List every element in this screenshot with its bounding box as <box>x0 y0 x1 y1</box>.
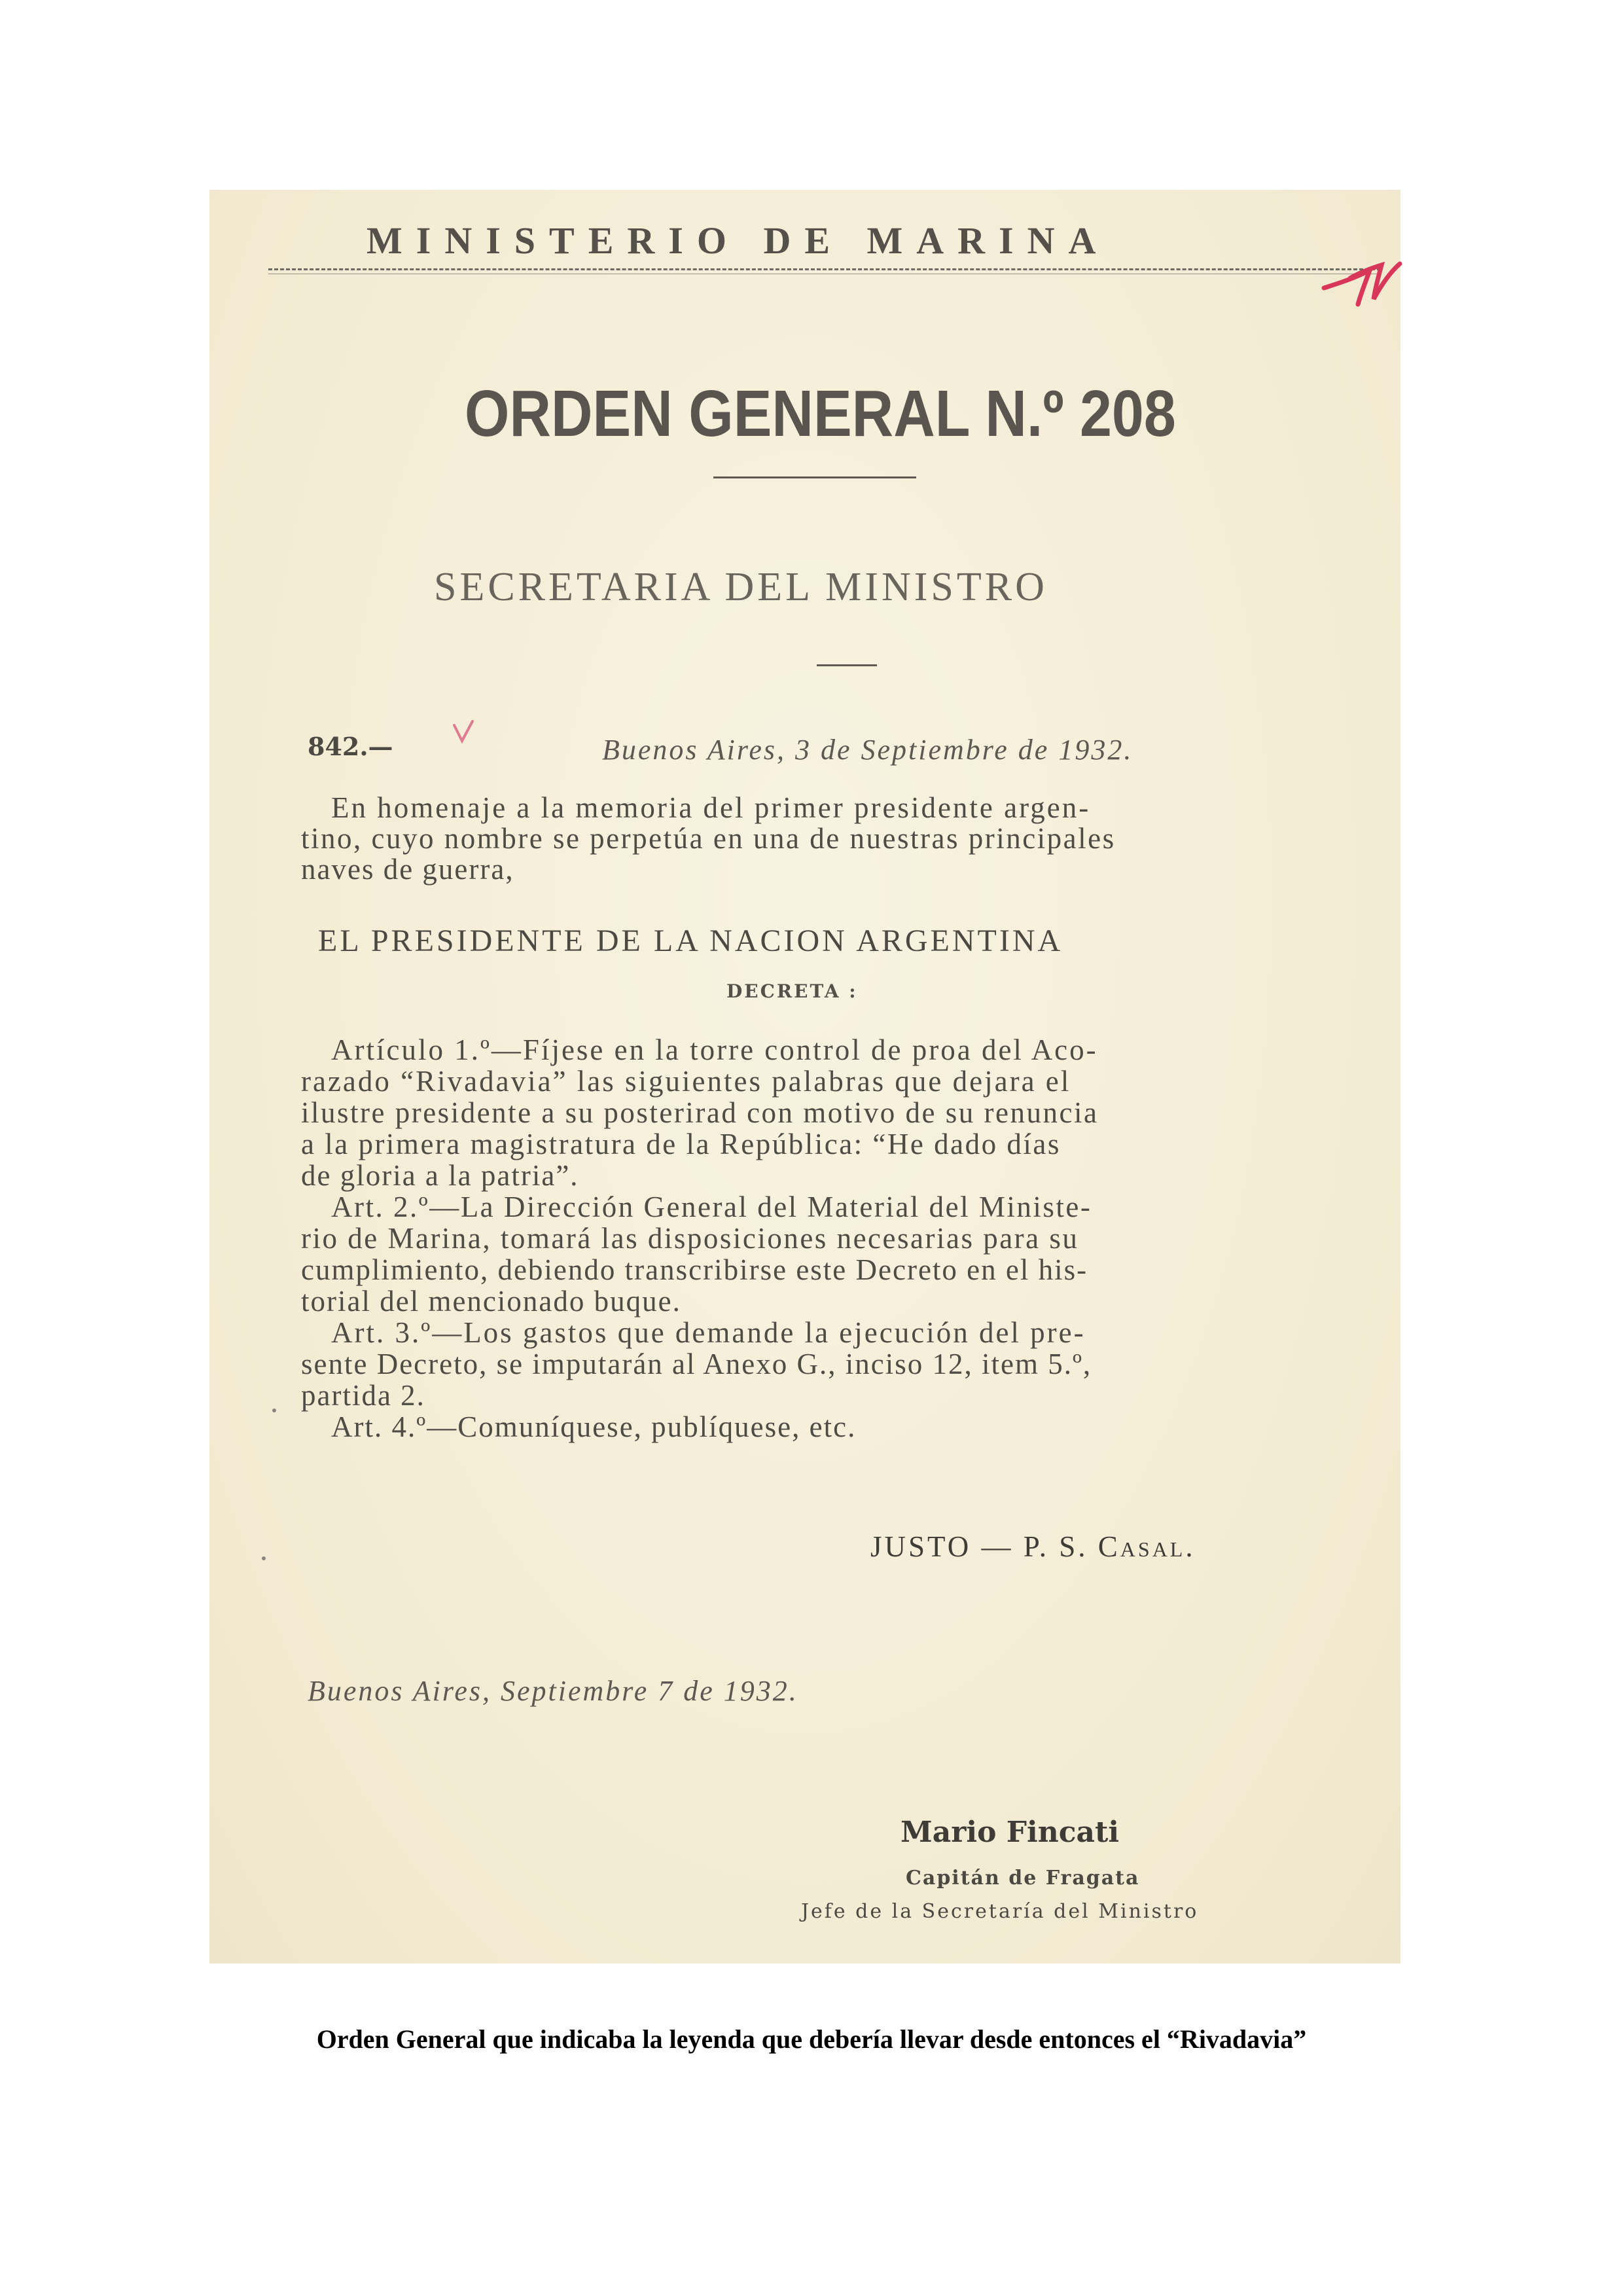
article-line: cumplimiento, debiendo transcribirse este Decreto en el his- <box>301 1253 1088 1286</box>
red-checkmark-icon <box>450 719 476 746</box>
decreta-heading: DECRETA : <box>726 980 858 1002</box>
president-heading: EL PRESIDENTE DE LA NACION ARGENTINA <box>318 924 1063 958</box>
figure-caption: Orden General que indicaba la leyenda que debería llevar desde entonces el “Rivadavia” <box>316 2024 1307 2054</box>
scanned-document <box>209 190 1400 1964</box>
title-rule <box>713 476 916 478</box>
signatories-names: JUSTO — P. S. <box>870 1530 1088 1563</box>
signer-title: Jefe de la Secretaría del Ministro <box>801 1900 1199 1923</box>
dateline: Buenos Aires, 3 de Septiembre de 1932. <box>602 734 1133 766</box>
article-line: sente Decreto, se imputarán al Anexo G., inciso 12, item 5.º, <box>301 1348 1092 1380</box>
article-line: Art. 4.º—Comuníquese, publíquese, etc. <box>331 1410 857 1443</box>
article-line: razado “Rivadavia” las siguientes palabras que dejara el <box>301 1065 1071 1098</box>
article-line: torial del mencionado buque. <box>301 1285 681 1318</box>
signer-rank: Capitán de Fragata <box>906 1867 1140 1890</box>
red-pen-annotation-icon <box>1319 259 1404 311</box>
article-line: Art. 2.º—La Dirección General del Material del Ministe- <box>331 1191 1092 1223</box>
preamble-line: En homenaje a la memoria del primer presidente argen- <box>331 791 1091 824</box>
signatories-casal: Casal. <box>1097 1530 1196 1563</box>
speck <box>262 1556 266 1560</box>
article-line: de gloria a la patria”. <box>301 1159 579 1192</box>
second-dateline: Buenos Aires, Septiembre 7 de 1932. <box>308 1675 798 1707</box>
preamble-line: tino, cuyo nombre se perpetúa en una de nuestras principales <box>301 822 1116 855</box>
article-line: a la primera magistratura de la República: “He dado días <box>301 1128 1061 1160</box>
article-line: partida 2. <box>301 1379 425 1412</box>
ministry-header: MINISTERIO DE MARINA <box>366 219 1110 262</box>
article-line: Art. 3.º—Los gastos que demande la ejecución del pre- <box>331 1316 1086 1349</box>
speck <box>272 1408 276 1412</box>
section-title: SECRETARIA DEL MINISTRO <box>434 565 1048 609</box>
section-rule <box>817 664 877 666</box>
signer-name: Mario Fincati <box>901 1816 1120 1849</box>
order-title: ORDEN GENERAL N.º 208 <box>465 377 1176 450</box>
article-line: Artículo 1.º—Fíjese en la torre control de proa del Aco- <box>331 1033 1098 1066</box>
preamble-line: naves de guerra, <box>301 853 514 886</box>
signatories <box>870 1530 1196 1564</box>
article-line: rio de Marina, tomará las disposiciones necesarias para su <box>301 1222 1079 1255</box>
header-rule <box>268 268 1381 270</box>
decree-number: 842.— <box>308 732 393 761</box>
article-line: ilustre presidente a su posterirad con motivo de su renuncia <box>301 1096 1099 1129</box>
